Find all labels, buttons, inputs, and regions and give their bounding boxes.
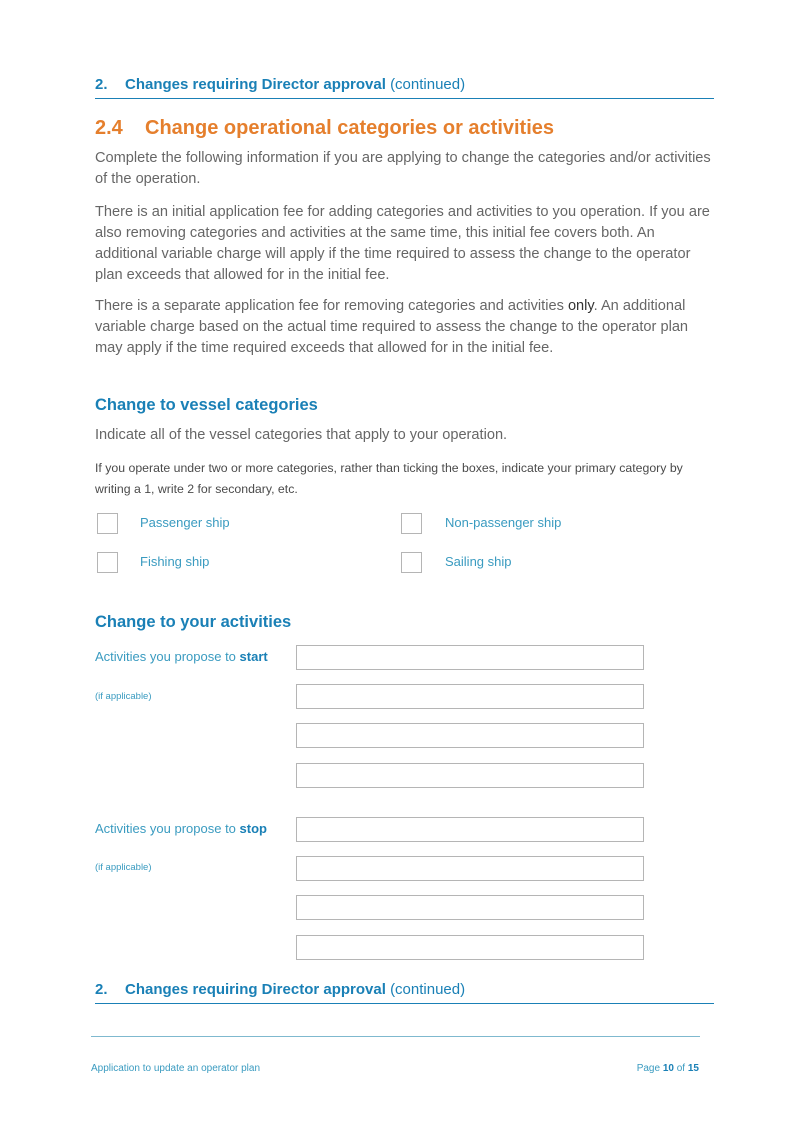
start-activities-label: Activities you propose to start (95, 649, 268, 664)
start-activity-field-4[interactable] (296, 763, 644, 788)
stop-activity-field-2[interactable] (296, 856, 644, 881)
section-title: Changes requiring Director approval (125, 981, 386, 998)
footer-page-number: Page 10 of 15 (636, 1063, 699, 1074)
label-sailing-ship: Sailing ship (445, 554, 512, 569)
subsection-title-text: Change operational categories or activities (145, 117, 555, 139)
start-activity-field-2[interactable] (296, 684, 644, 709)
start-activity-field-3[interactable] (296, 723, 644, 748)
subsection-number: 2.4 (95, 117, 123, 139)
label-fishing-ship: Fishing ship (140, 554, 210, 569)
activities-heading: Change to your activities (95, 613, 292, 631)
emphasis-only: only (567, 298, 594, 314)
fee-paragraph-2: There is a separate application fee for removing categories and activities only. An additional variable charge based on the actual time required to assess the change to the operator plan may apply if the time required exceeds that allowed for in the initial fee. (95, 298, 689, 356)
label-passenger-ship: Passenger ship (140, 515, 230, 530)
label-non-passenger-ship: Non-passenger ship (445, 515, 562, 530)
intro-paragraph: Complete the following information if you are applying to change the categories and/or activities of the operation. (95, 150, 711, 187)
stop-activity-field-3[interactable] (296, 895, 644, 920)
section-number: 2. (95, 981, 108, 998)
section-continued: (continued) (390, 981, 466, 998)
stop-if-applicable: (if applicable) (95, 862, 152, 873)
section-header-bottom (95, 981, 714, 1004)
stop-activity-field-1[interactable] (296, 817, 644, 842)
start-activity-field-1[interactable] (296, 645, 644, 670)
section-continued: (continued) (390, 76, 466, 93)
section-number: 2. (95, 76, 108, 93)
vessel-note: If you operate under two or more categories, rather than ticking the boxes, indicate your primary category by writing a 1, write 2 for secondary, etc. (95, 461, 683, 496)
start-if-applicable: (if applicable) (95, 691, 152, 702)
checkbox-non-passenger-ship[interactable] (401, 513, 422, 534)
stop-activity-field-4[interactable] (296, 935, 644, 960)
footer-doc-title: Application to update an operator plan (91, 1063, 261, 1074)
stop-activities-label: Activities you propose to stop (95, 821, 267, 836)
section-header-top (95, 76, 714, 99)
checkbox-fishing-ship[interactable] (97, 552, 118, 573)
footer-divider (91, 1036, 700, 1037)
vessel-instruction: Indicate all of the vessel categories that apply to your operation. (95, 427, 508, 443)
fee-paragraph-1: There is an initial application fee for adding categories and activities to you operation. If you are also removing categories and activities at the same time, this initial fee covers both. An additional variable charge will apply if the time required to assess the change to the operator plan exceeds that allowed for in the initial fee. (95, 204, 710, 283)
subsection-title (95, 117, 554, 140)
vessel-categories-heading: Change to vessel categories (95, 396, 318, 414)
section-title: Changes requiring Director approval (125, 76, 386, 93)
checkbox-sailing-ship[interactable] (401, 552, 422, 573)
checkbox-passenger-ship[interactable] (97, 513, 118, 534)
